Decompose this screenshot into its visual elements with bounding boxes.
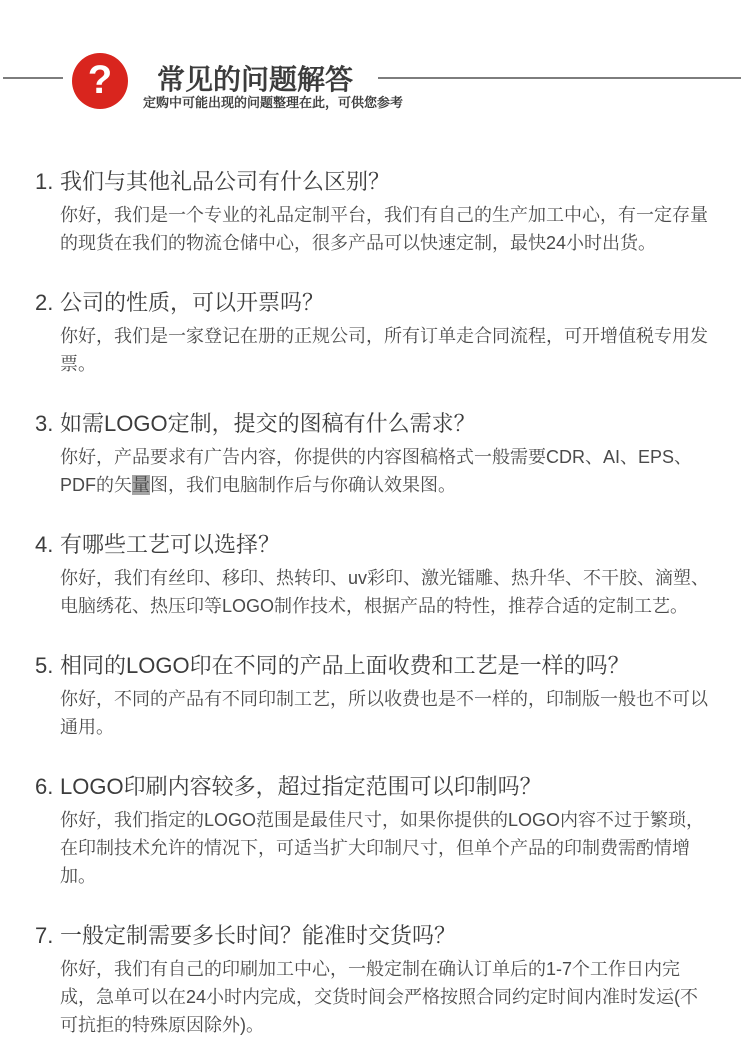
faq-item <box>35 531 715 620</box>
faq-question <box>35 289 715 317</box>
faq-question-text: 一般定制需要多长时间？能准时交货吗？ <box>60 923 457 948</box>
question-mark-icon <box>72 53 128 109</box>
page-title: 常见的问题解答 <box>157 64 354 95</box>
faq-answer: 你好，我们有自己的印刷加工中心，一般定制在确认订单后的1-7个工作日内完成，急单可以在24小时内完成，交货时间会严格按照合同约定时间内准时发运(不可抗拒的特殊原因除外)。 <box>60 959 699 1035</box>
faq-question-number: 2. <box>35 290 54 315</box>
question-mark-glyph: ? <box>87 58 113 102</box>
faq-answer: 你好，不同的产品有不同印制工艺，所以收费也是不一样的，印制版一般也不可以通用。 <box>60 689 708 737</box>
faq-answer: 你好，我们是一个专业的礼品定制平台，我们有自己的生产加工中心，有一定存量的现货在我们的物流仓储中心，很多产品可以快速定制，最快24小时出货。 <box>60 205 708 253</box>
faq-question <box>35 773 715 801</box>
faq-question-text: 有哪些工艺可以选择？ <box>60 532 281 557</box>
faq-item <box>35 289 715 378</box>
faq-question-text: 如需LOGO定制，提交的图稿有什么需求？ <box>60 411 476 436</box>
faq-answer-text: 图，我们电脑制作后与你确认效果图。 <box>150 475 456 495</box>
faq-item <box>35 410 715 499</box>
faq-question <box>35 531 715 559</box>
faq-answer-highlight: 量 <box>132 475 150 495</box>
faq-question-number: 6. <box>35 774 54 799</box>
faq-question-number: 4. <box>35 532 54 557</box>
faq-question-text: 公司的性质，可以开票吗？ <box>60 290 325 315</box>
faq-question-number: 3. <box>35 411 54 436</box>
faq-question <box>35 922 715 950</box>
faq-item <box>35 168 715 257</box>
faq-question <box>35 652 715 680</box>
faq-answer: 你好，我们有丝印、移印、热转印、uv彩印、激光镭雕、热升华、不干胶、滴塑、电脑绣花、热压印等LOGO制作技术，根据产品的特性，推荐合适的定制工艺。 <box>60 568 710 616</box>
faq-list <box>0 168 750 1039</box>
faq-question <box>35 168 715 196</box>
faq-question-number: 7. <box>35 923 54 948</box>
faq-question-number: 5. <box>35 653 54 678</box>
faq-question-text: LOGO印刷内容较多，超过指定范围可以印制吗？ <box>60 774 542 799</box>
faq-item <box>35 773 715 890</box>
header-left-divider <box>3 77 63 79</box>
faq-question <box>35 410 715 438</box>
faq-answer-text: 你好，产品要求有广告内容，你提供的内容图稿格式一般需要CDR、AI、EPS、PDF的矢 <box>60 447 693 495</box>
page-subtitle: 定购中可能出现的问题整理在此，可供您参考 <box>143 95 404 110</box>
faq-question-text: 相同的LOGO印在不同的产品上面收费和工艺是一样的吗？ <box>60 653 630 678</box>
header <box>0 0 750 168</box>
faq-answer: 你好，我们是一家登记在册的正规公司，所有订单走合同流程，可开增值税专用发票。 <box>60 326 708 374</box>
faq-item <box>35 922 715 1039</box>
header-right-divider <box>378 77 741 79</box>
faq-answer: 你好，我们指定的LOGO范围是最佳尺寸，如果你提供的LOGO内容不过于繁琐，在印制技术允许的情况下，可适当扩大印制尺寸，但单个产品的印制费需酌情增加。 <box>60 810 705 886</box>
faq-item <box>35 652 715 741</box>
faq-answer <box>60 443 712 499</box>
faq-question-text: 我们与其他礼品公司有什么区别？ <box>60 169 391 194</box>
faq-question-number: 1. <box>35 169 54 194</box>
